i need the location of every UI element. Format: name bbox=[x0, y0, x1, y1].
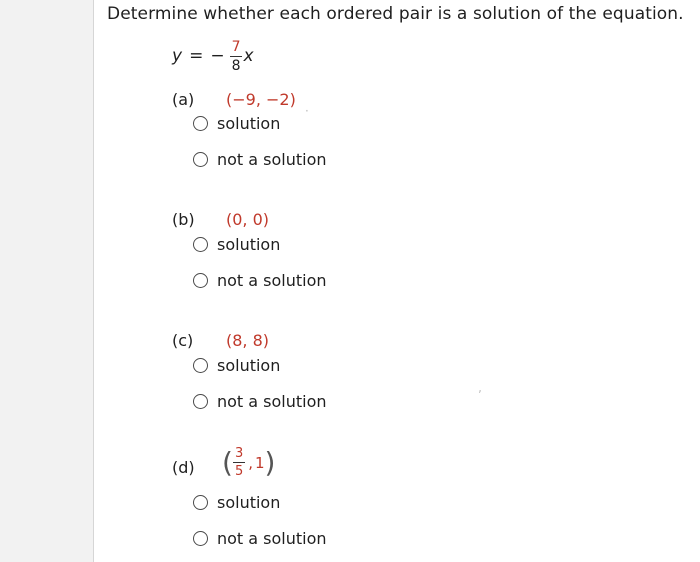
option-label: solution bbox=[217, 356, 281, 375]
option-label: solution bbox=[217, 114, 281, 133]
part-c-label: (c) bbox=[172, 331, 194, 350]
right-paren: ) bbox=[264, 445, 276, 479]
minus-sign: − bbox=[210, 46, 225, 66]
option-label: not a solution bbox=[217, 529, 327, 548]
radio-button[interactable] bbox=[193, 237, 208, 252]
part-c-option-not-solution[interactable] bbox=[193, 392, 327, 411]
part-d-label: (d) bbox=[172, 458, 195, 477]
equation-variable: x bbox=[243, 46, 254, 66]
pair-fraction-denominator: 5 bbox=[234, 464, 244, 479]
equation bbox=[172, 36, 254, 76]
part-c-pair: (8, 8) bbox=[226, 331, 270, 350]
part-d-option-not-solution[interactable] bbox=[193, 529, 327, 548]
instruction-text: Determine whether each ordered pair is a solution of the equation. bbox=[107, 4, 684, 24]
radio-button[interactable] bbox=[193, 495, 208, 510]
part-b-option-not-solution[interactable] bbox=[193, 271, 327, 290]
question-card bbox=[93, 0, 700, 562]
radio-button[interactable] bbox=[193, 273, 208, 288]
fraction-denominator: 8 bbox=[231, 57, 241, 74]
part-a-option-solution[interactable] bbox=[193, 114, 280, 133]
stray-mark: ʼ bbox=[478, 388, 482, 402]
equation-lhs: y bbox=[172, 46, 183, 66]
part-a-pair: (−9, −2) bbox=[226, 90, 296, 109]
part-d-pair bbox=[222, 447, 275, 478]
pair-comma: , bbox=[248, 453, 253, 472]
option-label: not a solution bbox=[217, 392, 327, 411]
part-a-option-not-solution[interactable] bbox=[193, 150, 327, 169]
radio-button[interactable] bbox=[193, 116, 208, 131]
part-a-label: (a) bbox=[172, 90, 195, 109]
part-c-option-solution[interactable] bbox=[193, 356, 280, 375]
part-b-option-solution[interactable] bbox=[193, 235, 280, 254]
fraction bbox=[230, 40, 243, 73]
option-label: solution bbox=[217, 493, 281, 512]
radio-button[interactable] bbox=[193, 394, 208, 409]
part-b-label: (b) bbox=[172, 210, 195, 229]
option-label: not a solution bbox=[217, 271, 327, 290]
radio-button[interactable] bbox=[193, 531, 208, 546]
part-b-pair: (0, 0) bbox=[226, 210, 270, 229]
radio-button[interactable] bbox=[193, 152, 208, 167]
part-d-option-solution[interactable] bbox=[193, 493, 280, 512]
option-label: not a solution bbox=[217, 150, 327, 169]
left-paren: ( bbox=[222, 445, 233, 479]
pair-second-value: 1 bbox=[255, 453, 265, 472]
stray-dot: · bbox=[305, 104, 309, 118]
pair-fraction-numerator: 3 bbox=[234, 446, 244, 461]
equals-sign: = bbox=[189, 46, 204, 66]
fraction-numerator: 7 bbox=[231, 38, 241, 55]
pair-fraction bbox=[233, 447, 245, 478]
radio-button[interactable] bbox=[193, 358, 208, 373]
option-label: solution bbox=[217, 235, 281, 254]
